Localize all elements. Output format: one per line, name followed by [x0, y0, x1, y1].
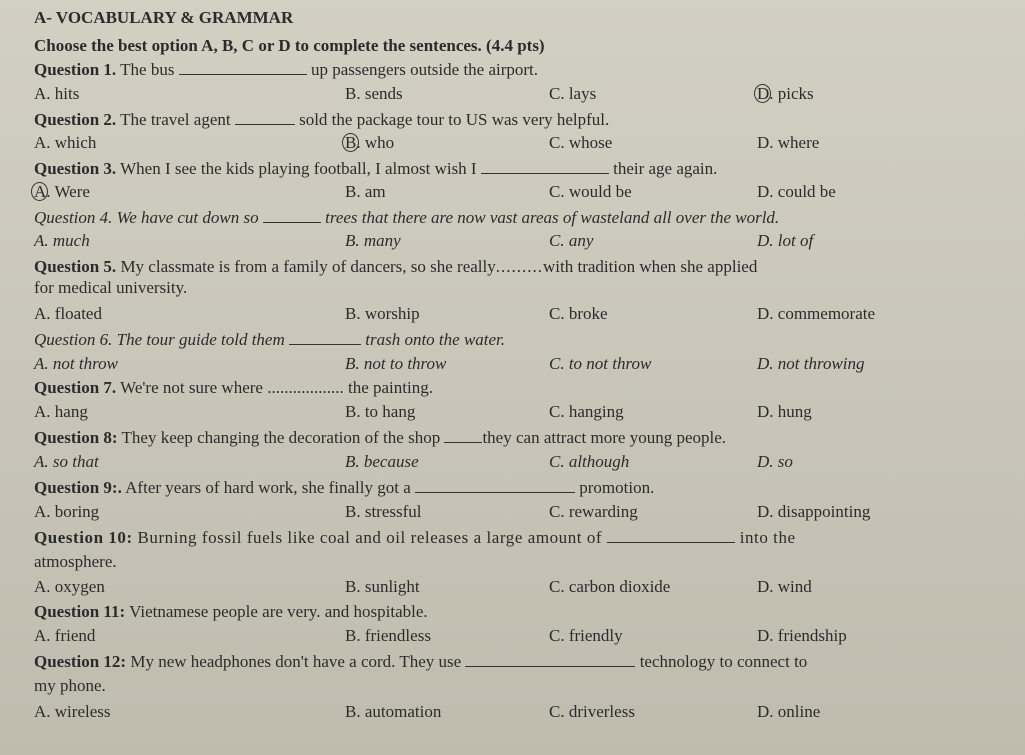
- question-label: Question 5.: [34, 257, 117, 276]
- question-10-continued: atmosphere.: [34, 552, 117, 571]
- option-text: A. Were: [34, 182, 90, 201]
- question-text: Burning fossil fuels like coal and oil releases a large amount of: [137, 528, 603, 547]
- question-label: Question 11:: [34, 602, 126, 621]
- dotted-blank: ..................: [267, 378, 344, 397]
- question-text: trees that there are now vast areas of wasteland all over the world.: [325, 208, 780, 227]
- question-5: [34, 257, 757, 277]
- option-d: [757, 84, 814, 104]
- option-b: B. not to throw: [345, 354, 447, 373]
- question-text: When I see the kids playing football, I almost wish I: [120, 159, 477, 178]
- option-c: C. driverless: [549, 702, 635, 721]
- option-a: A. much: [34, 231, 90, 250]
- question-3: [34, 159, 717, 179]
- question-text: The tour guide told them: [116, 330, 285, 349]
- question-7: [34, 378, 433, 398]
- option-b: B. automation: [345, 702, 442, 721]
- option-d: D. friendship: [757, 626, 847, 645]
- question-text: The travel agent: [120, 110, 231, 129]
- dotted-blank: .........: [495, 257, 543, 276]
- answer-blank: [289, 330, 361, 345]
- question-text: their age again.: [613, 159, 718, 178]
- question-12: [34, 652, 807, 672]
- question-text: up passengers outside the airport.: [310, 60, 539, 79]
- option-d: D. disappointing: [757, 502, 871, 521]
- question-4: [34, 208, 779, 228]
- question-9: [34, 478, 654, 498]
- question-text: they can attract more young people.: [482, 428, 727, 447]
- option-d: D. lot of: [757, 231, 814, 250]
- option-c: C. hanging: [549, 402, 624, 421]
- option-d: D. commemorate: [757, 304, 876, 323]
- option-b: B. worship: [345, 304, 420, 323]
- option-a: A. boring: [34, 502, 100, 521]
- option-a: A. friend: [34, 626, 96, 645]
- question-text: We're not sure where: [120, 378, 263, 397]
- option-a: A. so that: [34, 452, 99, 471]
- option-text: B. who: [345, 133, 395, 152]
- option-c: C. to not throw: [549, 354, 652, 373]
- option-b: B. sends: [345, 84, 403, 103]
- question-label: Question 1.: [34, 60, 117, 79]
- question-6: [34, 330, 505, 350]
- question-label: Question 9:.: [34, 478, 122, 497]
- question-label: Question 4.: [34, 208, 113, 227]
- question-text: trash onto the water.: [365, 330, 506, 349]
- option-a: A. wireless: [34, 702, 111, 721]
- option-d: D. where: [757, 133, 820, 152]
- option-a: A. oxygen: [34, 577, 105, 596]
- question-text: My new headphones don't have a cord. They use: [130, 652, 462, 671]
- circled-answer-mark: [31, 182, 48, 201]
- question-2: [34, 110, 609, 130]
- answer-blank: [415, 478, 575, 493]
- option-d: D. hung: [757, 402, 812, 421]
- question-label: Question 8:: [34, 428, 118, 447]
- question-12-continued: my phone.: [34, 676, 106, 695]
- option-a: A. not throw: [34, 354, 118, 373]
- answer-blank: [481, 159, 609, 174]
- question-text: into the: [739, 528, 796, 547]
- question-text: We have cut down so: [116, 208, 259, 227]
- option-a: A. hang: [34, 402, 88, 421]
- answer-blank: [465, 652, 635, 667]
- option-c: C. rewarding: [549, 502, 638, 521]
- question-label: Question 2.: [34, 110, 117, 129]
- option-b: [345, 133, 394, 153]
- section-header: A- VOCABULARY & GRAMMAR: [34, 8, 294, 27]
- question-text: with tradition when she applied: [543, 257, 758, 276]
- question-label: Question 7.: [34, 378, 117, 397]
- option-c: C. whose: [549, 133, 613, 152]
- circled-answer-mark: [342, 133, 359, 152]
- circled-answer-mark: [754, 84, 771, 103]
- question-text: My classmate is from a family of dancers, so she really: [120, 257, 496, 276]
- question-10: [34, 528, 796, 548]
- option-text: D. picks: [757, 84, 814, 103]
- option-b: B. many: [345, 231, 401, 250]
- option-b: B. because: [345, 452, 419, 471]
- option-a: A. which: [34, 133, 97, 152]
- option-b: B. sunlight: [345, 577, 420, 596]
- option-a: [34, 182, 90, 202]
- question-label: Question 3.: [34, 159, 117, 178]
- answer-blank: [179, 60, 307, 75]
- option-a: A. floated: [34, 304, 102, 323]
- question-text: promotion.: [579, 478, 655, 497]
- option-c: C. any: [549, 231, 594, 250]
- question-text: the painting.: [347, 378, 433, 397]
- option-a: A. hits: [34, 84, 80, 103]
- option-c: C. friendly: [549, 626, 623, 645]
- answer-blank: [263, 208, 321, 223]
- option-c: C. although: [549, 452, 630, 471]
- option-d: D. not throwing: [757, 354, 865, 373]
- question-text: sold the package tour to US was very helpful.: [299, 110, 610, 129]
- answer-blank: [444, 428, 482, 443]
- question-11: [34, 602, 428, 622]
- question-8: [34, 428, 726, 448]
- answer-blank: [235, 110, 295, 125]
- question-text: After years of hard work, she finally got a: [125, 478, 411, 497]
- question-text: Vietnamese people are very. and hospitable.: [129, 602, 428, 621]
- option-c: C. lays: [549, 84, 597, 103]
- option-b: B. friendless: [345, 626, 431, 645]
- option-c: C. would be: [549, 182, 632, 201]
- option-c: C. carbon dioxide: [549, 577, 671, 596]
- question-label: Question 12:: [34, 652, 127, 671]
- question-text: They keep changing the decoration of the shop: [121, 428, 441, 447]
- option-d: D. could be: [757, 182, 836, 201]
- instruction: Choose the best option A, B, C or D to complete the sentences. (4.4 pts): [34, 36, 545, 55]
- option-b: B. am: [345, 182, 386, 201]
- question-5-continued: for medical university.: [34, 278, 188, 297]
- option-d: D. so: [757, 452, 793, 471]
- question-1: [34, 60, 538, 80]
- option-d: D. wind: [757, 577, 812, 596]
- option-b: B. to hang: [345, 402, 416, 421]
- question-label: Question 10:: [34, 528, 133, 547]
- question-text: The bus: [120, 60, 175, 79]
- option-c: C. broke: [549, 304, 608, 323]
- option-b: B. stressful: [345, 502, 422, 521]
- question-text: technology to connect to: [639, 652, 808, 671]
- answer-blank: [607, 528, 735, 543]
- option-d: D. online: [757, 702, 821, 721]
- question-label: Question 6.: [34, 330, 113, 349]
